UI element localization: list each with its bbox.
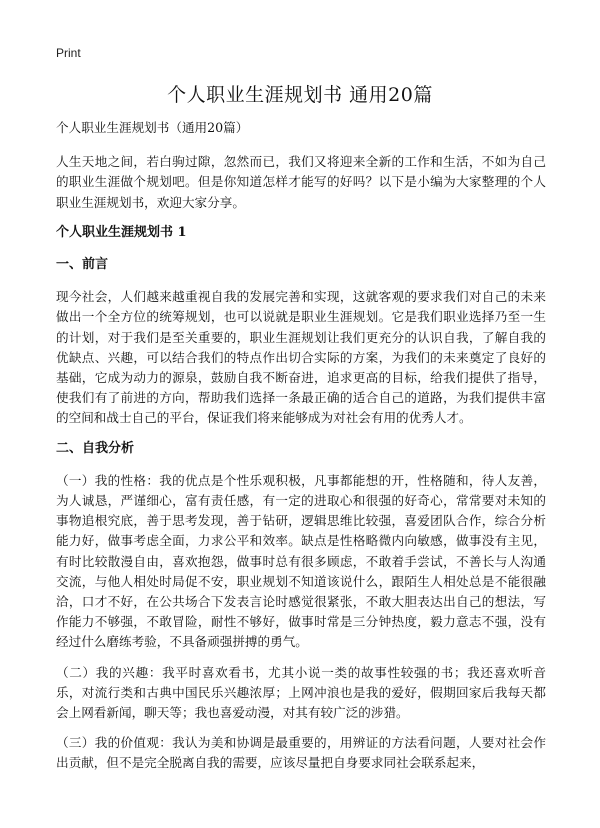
- document-title: 个人职业生涯规划书 通用20篇: [167, 84, 433, 106]
- interests-paragraph: （二）我的兴趣：我平时喜欢看书，尤其小说一类的故事性较强的书；我还喜欢听音乐，对流行类和古典中国民乐兴趣浓厚；上网冲浪也是我的爱好，假期回家后我每天都会上网看新闻，聊天等；我也喜爱动漫，对其有较广泛的涉猎。: [56, 664, 546, 721]
- intro-paragraph: 人生天地之间，若白驹过隙，忽然而已，我们又将迎来全新的工作和生活，不如为自己的职业生涯做个规划吧。但是你知道怎样才能写的好吗？以下是小编为大家整理的个人职业生涯规划书，欢迎大家分享。: [56, 154, 546, 210]
- print-link[interactable]: Print: [56, 46, 81, 60]
- article-heading: 个人职业生涯规划书 1: [56, 224, 187, 240]
- section-heading-preface: 一、前言: [56, 257, 109, 273]
- personality-paragraph: （一）我的性格：我的优点是个性乐观积极，凡事都能想的开，性格随和，待人友善，为人诚恳，严谨细心，富有责任感，有一定的进取心和很强的好奇心，常常要对未知的事物追根究底，善于思考发现，善于钻研，逻辑思维比较强，喜爱团队合作，综合分析能力好，做事考虑全面，力求公平和效率。缺点是性格略微内向敏感，做事没有主见，有时比较散漫自由，喜欢抱怨，做事时总有很多顾虑，不敢着手尝试，不善长与人沟通交流，与他人相处时局促不安，职业规划不知道该说什么，跟陌生人相处总是不能很融洽，口才不好，在公共场合下发表言论时感觉很紧张，不敢大胆表达出自己的想法，写作能力不够强，不敢冒险，耐性不够好，做事时常是三分钟热度，毅力意志不强，没有经过什么磨练考验，不具备顽强拼搏的勇气。: [56, 472, 546, 650]
- section-heading-self-analysis: 二、自我分析: [56, 440, 135, 456]
- values-paragraph: （三）我的价值观：我认为美和协调是最重要的，用辨证的方法看问题，人要对社会作出贡献，但不是完全脱离自我的需要，应该尽量把自身要求同社会联系起来，: [56, 735, 546, 771]
- preface-paragraph: 现今社会，人们越来越重视自我的发展完善和实现，这就客观的要求我们对自己的未来做出一个全方位的统筹规划，也可以说就是职业生涯规划。它是我们职业选择乃至一生的计划，对于我们是至关重要的，职业生涯规划让我们更充分的认识自我，了解自我的优缺点、兴趣，可以结合我们的特点作出切合实际的方案，为我们的未来奠定了良好的基础，它成为动力的源泉，鼓励自我不断奋进，追求更高的目标，给我们提供了指导，使我们有了前进的方向，帮助我们选择一条最正确的适合自己的道路，为我们提供丰富的空间和战士自己的平台，保证我们将来能够成为对社会有用的优秀人才。: [56, 289, 546, 426]
- document-body: [56, 118, 546, 782]
- document-subtitle: 个人职业生涯规划书（通用20篇）: [56, 120, 249, 135]
